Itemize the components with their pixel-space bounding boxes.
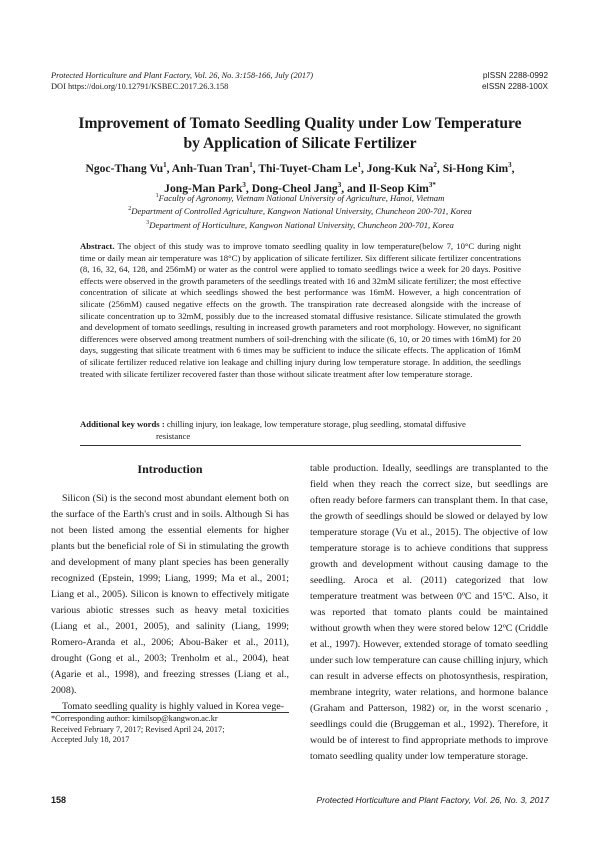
authors-line-1 [60, 157, 540, 177]
author-name: Si-Hong Kim [442, 161, 509, 175]
title-line-2: by Application of Silicate Fertilizer [183, 134, 417, 152]
eissn: eISSN 2288-100X [482, 81, 548, 91]
abstract-divider [80, 445, 521, 446]
author-affiliation-marker: 3 [242, 180, 246, 189]
author-affiliation-marker: 2 [433, 161, 437, 169]
paper-title [60, 114, 540, 153]
title-line-1: Improvement of Tomato Seedling Quality under Low Temperature [78, 115, 522, 132]
affiliation-text: Department of Controlled Agriculture, Kangwon National University, Chuncheon 200-701, Korea [131, 206, 472, 217]
affiliation-text: Department of Horticulture, Kangwon National University, Chuncheon 200-701, Korea [149, 219, 454, 230]
author-separator: , [166, 161, 172, 175]
abstract [80, 241, 521, 380]
affiliation-marker: 2 [128, 206, 132, 213]
author-affiliation-marker: 3* [428, 180, 436, 189]
author-separator: , [245, 181, 252, 195]
doi-line[interactable]: DOI https://doi.org/10.12791/KSBEC.2017.26.3.158 [51, 81, 229, 91]
author-separator: , [360, 161, 367, 175]
author-separator: , [252, 161, 259, 175]
intro-paragraph-1: Silicon (Si) is the second most abundant element both on the surface of the Earth's crust and in soils. Although Si has not been listed among the essential elements for higher plants but the beneficial role of Si in stimulating the growth and development of many plant species has been generally recognized (Epstein, 1999; Liang, 1999; Ma et al., 2001; Liang et al., 2005). Silicon is known to effectively mitigate various abiotic stresses such as heavy metal toxicities (Liang et al., 2001, 2005), and salinity (Liang, 1999; Romero-Aranda et al., 2006; Abou-Baker et al., 2011), drought (Gong et al., 2003; Trenholm et al., 2004), heat (Agarie et al., 1998), and freezing stresses (Liang et al., 2008). [51, 493, 289, 696]
accepted-date: Accepted July 18, 2017 [51, 735, 130, 745]
author-affiliation-marker: 1 [357, 161, 361, 169]
section-heading-introduction: Introduction [137, 462, 203, 476]
author-affiliation-marker: 3 [337, 180, 342, 189]
author-name: Jong-Kuk Na [366, 161, 434, 175]
footnote [51, 714, 296, 746]
author-name: Jong-Man Park [164, 181, 243, 195]
author-name: Anh-Tuan Tran [171, 161, 250, 175]
abstract-text: The object of this study was to improve tomato seedling quality in low temperature(below 7, 10°C during night time or daily mean air temperature was 18°C) by application of silicate fertilizer. Six different silicate fertilizer concentrations (8, 16, 32, 64, 128, and 256mM) or water as the control were applied to tomato seedlings twice a week for 20 days. Positive effects were observed in the growth parameters of the seedlings treated with 16 and 32mM silicate fertilizer; the most effective concentration of silicate at which seedlings showed the best performance was 16mM. However, a high concentration of silicate (256mM) caused negative effects on the growth. The transpiration rate decreased alongside with the increase of silicate concentration up to 32mM, possibly due to the increased stomatal diffusive resistance. Silicate stimulated the growth and development of tomato seedlings, resulting in increased growth parameters and root morphology. However, no significant differences were observed among treatment numbers of soil-drenching with the silicate (6, 10, or 20 times with 16mM) for 20 days, suggesting that silicate treatment with 6 times may be sufficient to induce the silicate effects. The application of 16mM of silicate fertilizer reduced relative ion leakage and chilling injury during low temperature storage. In addition, the seedlings treated with silicate fertilizer recovered faster than those without silicate treatment after low temperature storage. [80, 241, 521, 379]
affiliation-marker: 1 [155, 193, 159, 199]
affiliations [60, 191, 540, 231]
author-name: Ngoc-Thang Vu [85, 161, 164, 175]
affiliation-marker: 3 [146, 219, 150, 226]
pissn: pISSN 2288-0992 [482, 71, 548, 80]
author-separator: , [436, 161, 443, 175]
issn-block [482, 71, 548, 92]
keywords-text-line-1: chilling injury, ion leakage, low temperature storage, plug seedling, stomatal diffusive [166, 419, 466, 429]
footnote-divider [51, 712, 289, 713]
page-number: 158 [51, 795, 67, 805]
journal-citation: Protected Horticulture and Plant Factory, Vol. 26, No. 3:158-166, July (2017) [51, 71, 313, 80]
footer-journal-ref: Protected Horticulture and Plant Factory, Vol. 26, No. 3, 2017 [316, 795, 549, 805]
author-affiliation-marker: 1 [249, 161, 253, 169]
keywords-label: Additional key words : [80, 419, 165, 429]
author-name: Dong-Cheol Jang [251, 181, 338, 195]
journal-header [51, 71, 313, 92]
abstract-label: Abstract. [80, 241, 115, 251]
corresponding-author: *Corresponding author: kimilsop@kangwon.ac.kr [51, 714, 218, 723]
received-dates: Received February 7, 2017; Revised April 24, 2017; [51, 724, 225, 734]
keywords-text-line-2: resistance [156, 430, 191, 441]
intro-paragraph-continued: table production. Ideally, seedlings are transplanted to the field when they reach the correct size, but seedlings are often ready before farmers can transplant them. In that case, the growth of seedlings should be slowed or delayed by low temperature storage (Vu et al., 2015). The objective of low temperature storage is to achieve conditions that suppress growth and development without causing damage to the seedling. Aroca et al. (2011) categorized that low temperature treatment was between 0ºC and 15ºC. Also, it was reported that tomato plants could be maintained without growth when they were stored below 12ºC (Criddle et al., 1997). However, extended storage of tomato seedling under such low temperature can cause chilling injury, which can result in adverse effects on photosynthesis, respiration, membrane integrity, water relations, and hormone balance (Graham and Patterson, 1982) or, in the worst scenario , seedlings could die (Bruggeman et al., 1992). Therefore, it would be of interest to find appropriate methods to improve tomato seedling quality under low temperature storage. [310, 463, 548, 762]
author-affiliation-marker: 3 [508, 161, 512, 169]
author-name: Thi-Tuyet-Cham Le [258, 161, 358, 175]
affiliation-item [60, 218, 540, 231]
intro-paragraph-2: Tomato seedling quality is highly valued in Korea vege- [62, 701, 284, 712]
affiliation-item [60, 204, 540, 217]
left-column [51, 461, 289, 715]
right-column [310, 461, 548, 765]
author-affiliation-marker: 1 [163, 161, 167, 169]
keywords [80, 419, 521, 442]
author-separator: , [511, 161, 515, 175]
affiliation-text: Faculty of Agronomy, Vietnam National University of Agriculture, Hanoi, Vietnam [158, 192, 445, 203]
author-name: Il-Seop Kim [368, 181, 429, 195]
affiliation-item [60, 191, 540, 204]
author-separator: , and [341, 181, 369, 195]
